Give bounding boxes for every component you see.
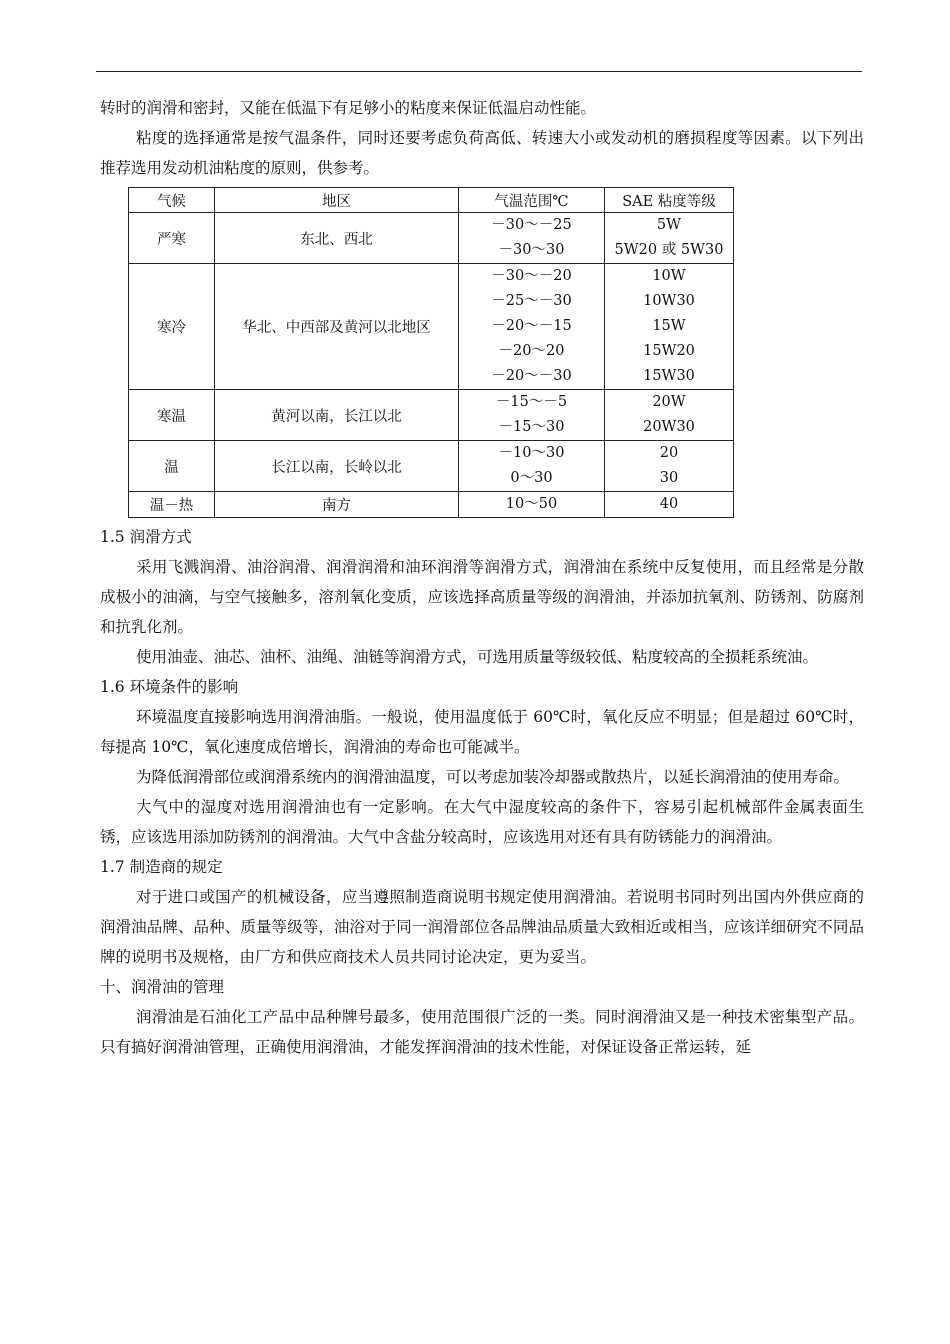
temp-range: －15～30	[498, 419, 565, 435]
sae-grade: 15W30	[643, 368, 695, 384]
column-header: 气温范围℃	[459, 188, 605, 213]
region-cell: 东北、西北	[215, 213, 459, 264]
table-row	[129, 264, 734, 390]
sae-grade: 5W20 或 5W30	[614, 242, 724, 258]
temp-range: －20～20	[498, 343, 565, 359]
grade-cell	[605, 213, 734, 264]
climate-cell: 寒冷	[129, 264, 215, 390]
temp-cell	[459, 390, 605, 441]
document-body	[100, 93, 864, 1062]
paragraph: 采用飞溅润滑、油浴润滑、润滑润滑和油环润滑等润滑方式，润滑油在系统中反复使用，而且经常是分散成极小的油滴，与空气接触多，溶剂氧化变质，应该选择高质量等级的润滑油，并添加抗氧剂、防锈剂、防腐剂和抗乳化剂。	[100, 558, 864, 636]
climate-cell: 温	[129, 441, 215, 492]
paragraph: 润滑油是石油化工产品中品种牌号最多，使用范围很广泛的一类。同时润滑油又是一种技术密集型产品。只有搞好润滑油管理，正确使用润滑油，才能发挥润滑油的技术性能，对保证设备正常运转，延	[100, 1008, 864, 1056]
sae-grade: 15W20	[643, 343, 695, 359]
temp-range: 10～50	[505, 496, 558, 512]
temp-cell	[459, 441, 605, 492]
viscosity-table	[128, 187, 734, 518]
sae-grade: 10W	[652, 268, 686, 284]
temp-range: －30～－20	[491, 268, 572, 284]
sae-grade: 5W	[656, 217, 682, 233]
sae-grade: 10W30	[643, 293, 695, 309]
temp-range: －15～－5	[495, 394, 568, 410]
temp-range: －20～－30	[491, 368, 572, 384]
sae-grade: 20	[659, 445, 679, 461]
paragraph: 为降低润滑部位或润滑系统内的润滑油温度，可以考虑加装冷却器或散热片，以延长润滑油的使用寿命。	[136, 768, 850, 786]
temp-range: 0～30	[510, 470, 553, 486]
paragraph: 转时的润滑和密封，又能在低温下有足够小的粘度来保证低温启动性能。	[100, 99, 597, 117]
section-heading: 1.6 环境条件的影响	[100, 678, 239, 696]
table-header-row	[129, 188, 734, 213]
section-heading: 十、润滑油的管理	[100, 978, 225, 996]
column-header: 地区	[215, 188, 459, 213]
paragraph: 环境温度直接影响选用润滑油脂。一般说，使用温度低于 60℃时，氧化反应不明显；但是超过 60℃时，每提高 10℃，氧化速度成倍增长，润滑油的寿命也可能减半。	[100, 708, 864, 756]
column-header: SAE 粘度等级	[605, 188, 734, 213]
paragraph: 使用油壶、油芯、油杯、油绳、油链等润滑方式，可选用质量等级较低、粘度较高的全损耗系统油。	[136, 648, 819, 666]
temp-cell	[459, 492, 605, 518]
column-header: 气候	[129, 188, 215, 213]
table-row	[129, 492, 734, 518]
sae-grade: 20W30	[643, 419, 695, 435]
sae-grade: 15W	[652, 318, 686, 334]
climate-cell: 温－热	[129, 492, 215, 518]
table-row	[129, 213, 734, 264]
region-cell: 南方	[215, 492, 459, 518]
region-cell: 长江以南，长岭以北	[215, 441, 459, 492]
temp-range: －25～－30	[491, 293, 572, 309]
table-row	[129, 390, 734, 441]
temp-range: －30～30	[498, 242, 565, 258]
region-cell: 黄河以南，长江以北	[215, 390, 459, 441]
grade-cell	[605, 264, 734, 390]
temp-range: －10～30	[498, 445, 565, 461]
region-cell: 华北、中西部及黄河以北地区	[215, 264, 459, 390]
paragraph: 粘度的选择通常是按气温条件，同时还要考虑负荷高低、转速大小或发动机的磨损程度等因素。以下列出推荐选用发动机油粘度的原则，供参考。	[100, 129, 864, 177]
paragraph: 大气中的湿度对选用润滑油也有一定影响。在大气中湿度较高的条件下，容易引起机械部件金属表面生锈，应该选用添加防锈剂的润滑油。大气中含盐分较高时，应该选用对还有具有防锈能力的润滑油。	[100, 798, 864, 846]
grade-cell	[605, 441, 734, 492]
sae-grade: 40	[659, 496, 679, 512]
temp-range: －30～－25	[491, 217, 572, 233]
sae-grade: 20W	[652, 394, 686, 410]
header-rule	[96, 71, 862, 72]
paragraph: 对于进口或国产的机械设备，应当遵照制造商说明书规定使用润滑油。若说明书同时列出国内外供应商的润滑油品牌、品种、质量等级等，油浴对于同一润滑部位各品牌油品质量大致相近或相当，应该详细研究不同品牌的说明书及规格，由厂方和供应商技术人员共同讨论决定，更为妥当。	[100, 888, 864, 966]
grade-cell	[605, 390, 734, 441]
temp-range: －20～－15	[491, 318, 572, 334]
sae-grade: 30	[659, 470, 679, 486]
section-heading: 1.5 润滑方式	[100, 528, 192, 546]
temp-cell	[459, 264, 605, 390]
climate-cell: 寒温	[129, 390, 215, 441]
section-heading: 1.7 制造商的规定	[100, 858, 223, 876]
temp-cell	[459, 213, 605, 264]
climate-cell: 严寒	[129, 213, 215, 264]
grade-cell	[605, 492, 734, 518]
table-row	[129, 441, 734, 492]
